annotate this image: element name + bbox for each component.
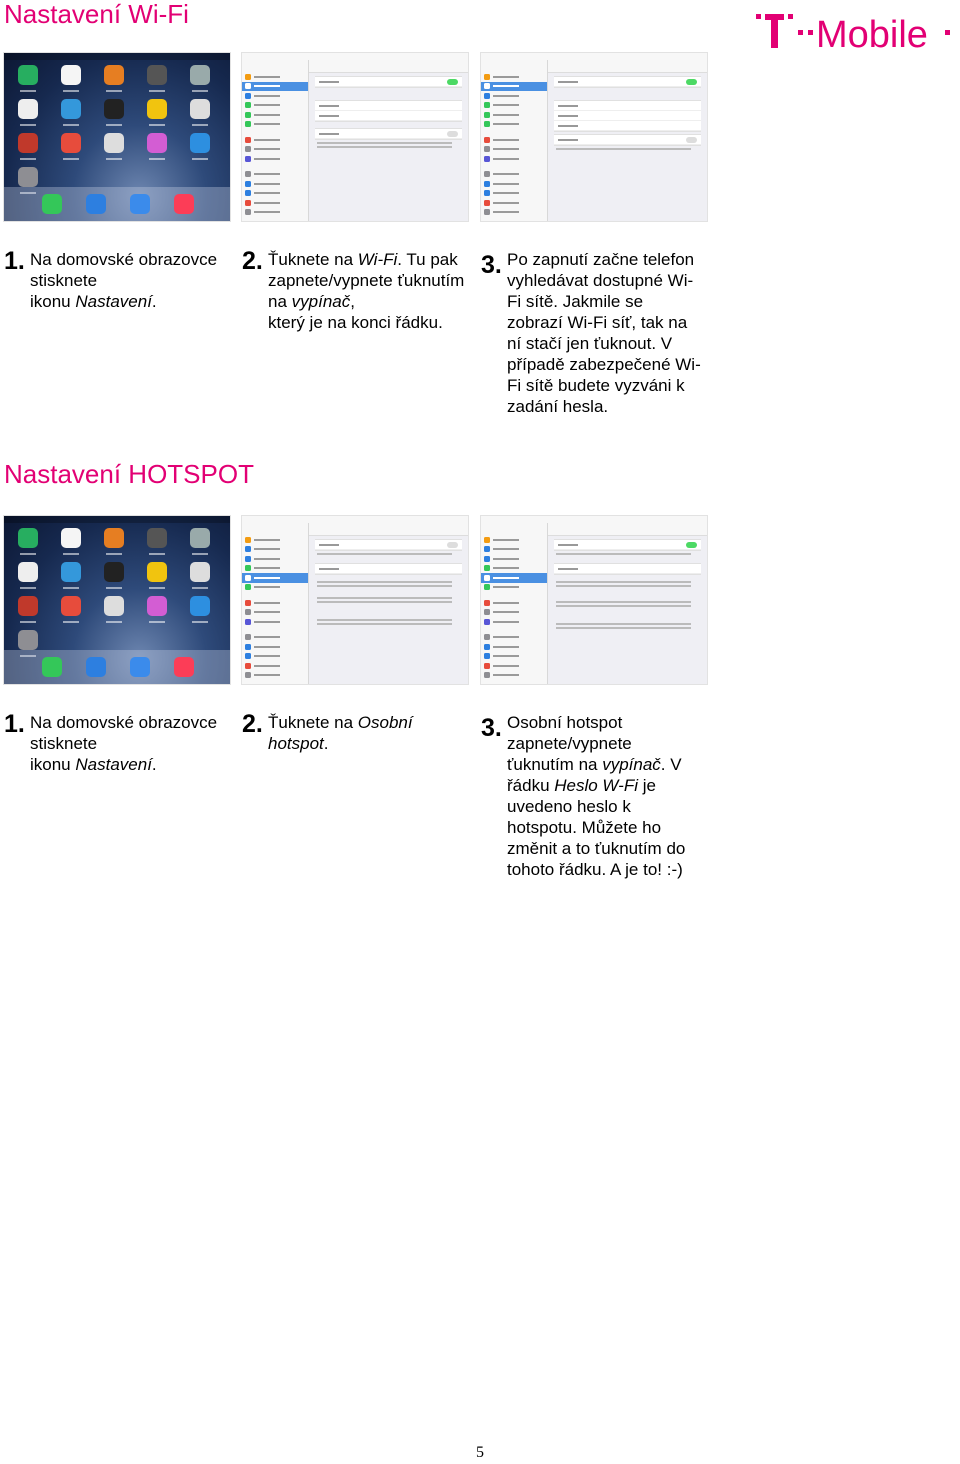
wifi-networks-screenshot (480, 52, 708, 222)
home-screen-screenshot-2 (3, 515, 231, 685)
hotspot-settings-screenshot (241, 515, 469, 685)
hotspot-enabled-screenshot (480, 515, 708, 685)
wifi-section-title: Nastavení Wi-Fi (4, 0, 189, 29)
wifi-settings-screenshot (241, 52, 469, 222)
t-mobile-logo (756, 8, 952, 54)
page-number: 5 (476, 1444, 484, 1461)
svg-text:Mobile: Mobile (816, 14, 928, 54)
hotspot-section-title: Nastavení HOTSPOT (4, 459, 254, 489)
home-screen-screenshot (3, 52, 231, 222)
